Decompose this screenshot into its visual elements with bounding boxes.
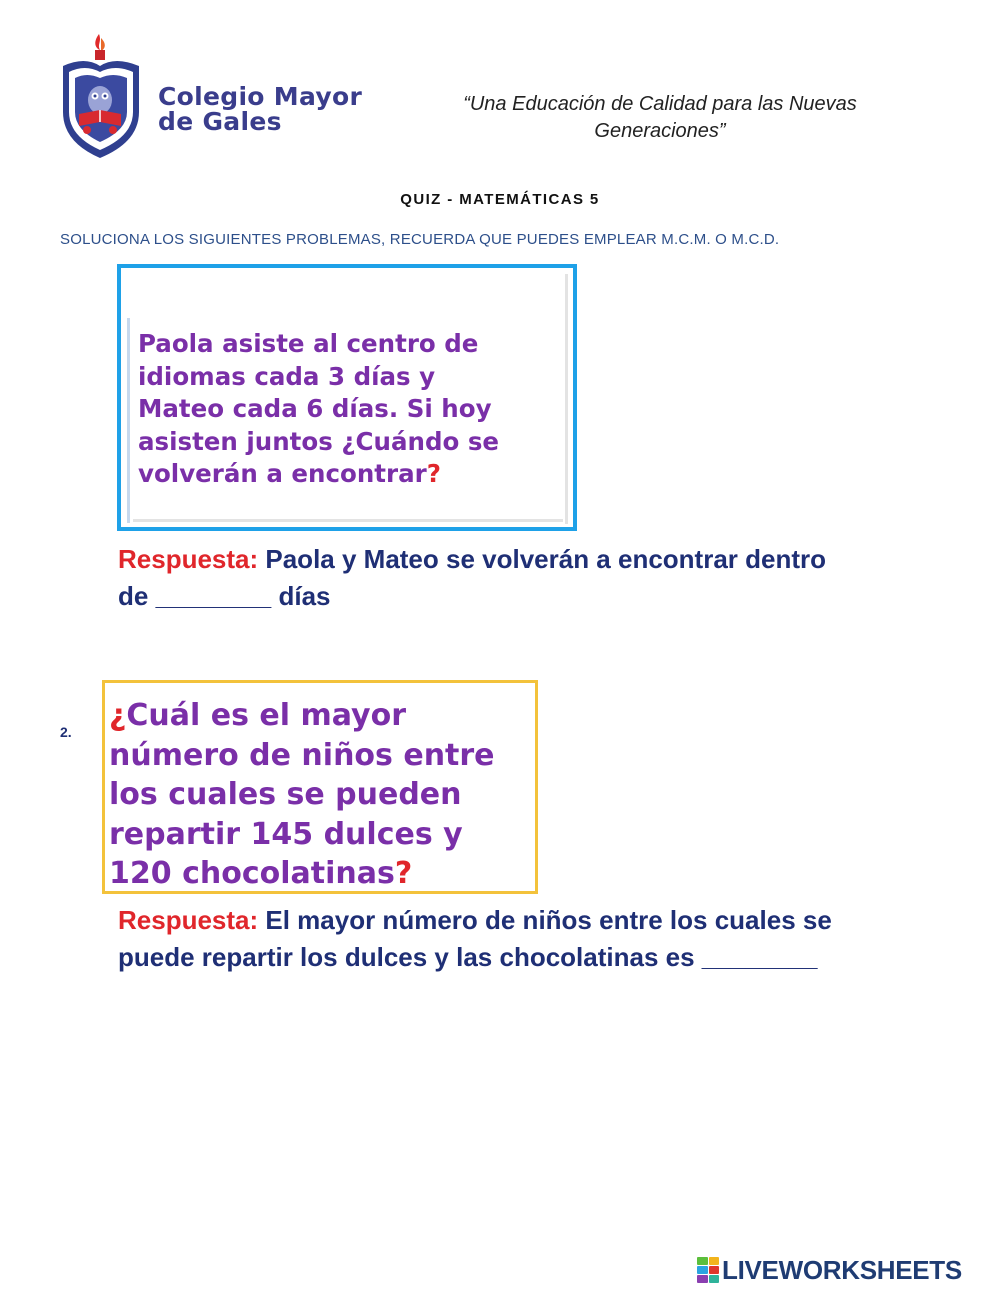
liveworksheets-logo-icon	[697, 1257, 719, 1283]
answer1	[118, 541, 958, 615]
quiz-title: QUIZ - MATEMÁTICAS 5	[400, 191, 600, 208]
answer1-line1	[118, 541, 958, 578]
school-name	[158, 84, 362, 134]
problem2-line	[109, 696, 537, 736]
motto-line1: “Una Educación de Calidad para las Nuevas	[463, 93, 857, 115]
instructions: SOLUCIONA LOS SIGUIENTES PROBLEMAS, RECUERDA QUE PUEDES EMPLEAR M.C.M. O M.C.D.	[60, 231, 780, 248]
answer2	[118, 902, 958, 976]
problem1-line: idiomas cada 3 días y	[138, 361, 436, 391]
problem1-box	[117, 264, 577, 531]
problem1-line: Mateo cada 6 días. Si hoy	[138, 394, 492, 423]
problem2-open-mark: ¿	[109, 698, 127, 733]
problem2-box	[102, 680, 538, 894]
problem1-line-text: volverán a encontrar	[138, 459, 427, 488]
answer2-line2[interactable]: puede repartir los dulces y las chocolatinas es ________	[118, 942, 818, 972]
answer1-line2[interactable]: de ________ días	[118, 581, 331, 611]
problem2-line-text: Cuál es el mayor	[126, 698, 407, 733]
problem2-line	[109, 854, 537, 894]
problem1-line	[138, 458, 568, 491]
problem2-number: 2.	[60, 724, 72, 740]
problem2-line: repartir 145 dulces y	[109, 816, 463, 852]
answer2-label: Respuesta:	[118, 905, 259, 935]
answer2-text: El mayor número de niños entre los cuales se	[258, 905, 832, 935]
problem2-line: los cuales se pueden	[109, 777, 462, 812]
problem1-line: Paola asiste al centro de	[138, 329, 479, 358]
school-name-line2: de Gales	[158, 107, 282, 136]
answer1-label: Respuesta:	[118, 544, 259, 574]
problem1-line	[138, 426, 568, 459]
problem2-line: número de niños entre	[109, 737, 495, 773]
school-motto	[420, 91, 900, 145]
problem2-line-text: 120 chocolatinas	[109, 856, 395, 891]
problem1-bottom-rule	[133, 519, 563, 522]
liveworksheets-brand-text: LIVEWORKSHEETS	[722, 1254, 962, 1285]
liveworksheets-brand[interactable]	[697, 1255, 962, 1285]
answer1-text: Paola y Mateo se volverán a encontrar dentro	[258, 544, 827, 574]
motto-line2: Generaciones”	[594, 120, 726, 142]
answer2-line1	[118, 902, 958, 939]
problem2-question-mark: ?	[394, 856, 413, 891]
school-shield-icon	[55, 30, 165, 165]
problem1-line-text: asisten juntos ¿Cuándo se	[138, 426, 500, 456]
problem2-statement	[109, 696, 537, 894]
problem1-left-rule	[127, 318, 130, 523]
problem1-question-mark: ?	[426, 459, 441, 488]
problem1-statement	[138, 328, 568, 491]
school-name-line1: Colegio Mayor	[158, 82, 363, 111]
